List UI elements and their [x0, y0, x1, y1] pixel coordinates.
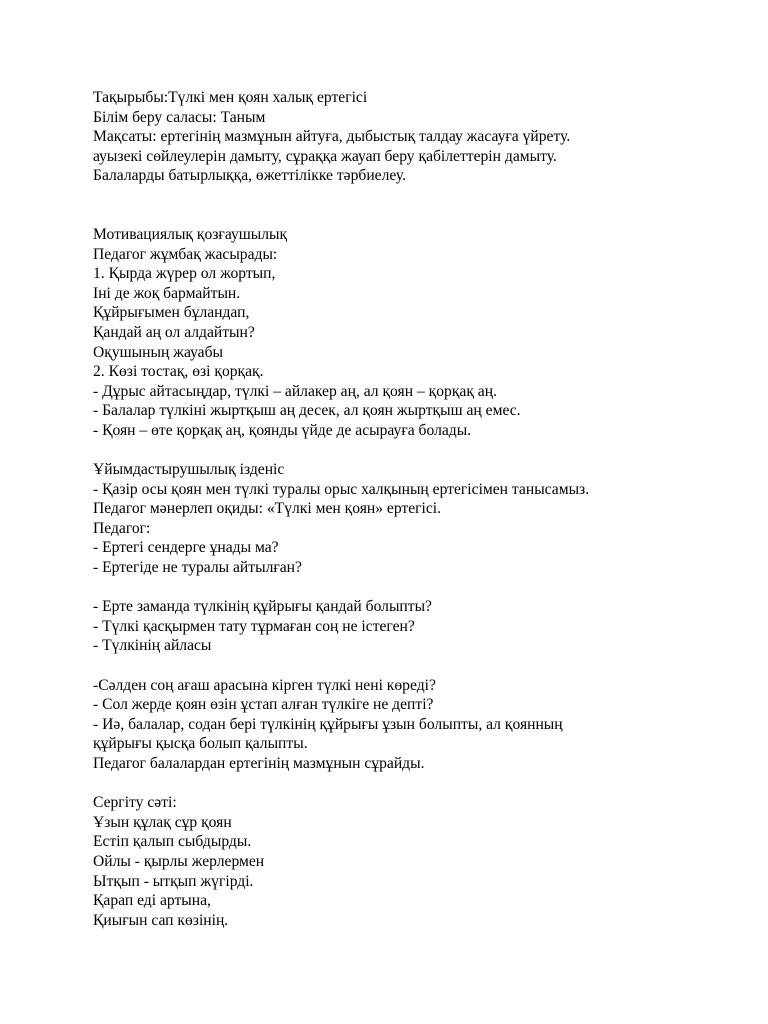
- warmup-line: Естіп қалып сыбдырды.: [93, 833, 252, 851]
- section-spacer: [93, 186, 753, 225]
- question-line: - Түлкінің айласы: [93, 637, 212, 655]
- organization-line: Педагог мәнерлеп оқиды: «Түлкі мен қоян» ертегісі.: [93, 500, 442, 518]
- motivation-line: Құйрығымен бұландап,: [93, 304, 250, 322]
- organization-line: - Ертегі сендерге ұнады ма?: [93, 539, 279, 557]
- organization-line: - Ертегіде не туралы айтылған?: [93, 559, 302, 577]
- warmup-line: Қарап еді артына,: [93, 892, 211, 910]
- education-area-line: Білім беру саласы: Таным: [93, 108, 266, 126]
- question-line: - Ерте заманда түлкінің құйрығы қандай болыпты?: [93, 598, 432, 616]
- section-spacer: [93, 774, 753, 794]
- motivation-line: - Дұрыс айтасыңдар, түлкі – айлакер аң, ал қоян – қорқақ аң.: [93, 382, 497, 400]
- goal-line-3: Балаларды батырлыққа, өжеттілікке тәрбиелеу.: [93, 167, 407, 185]
- goal-line-2: ауызекі сөйлеулерін дамыту, сұраққа жауап беру қабілеттерін дамыту.: [93, 147, 557, 165]
- motivation-line: Оқушының жауабы: [93, 343, 224, 361]
- question-line: - Иә, балалар, содан бері түлкінің құйрығы ұзын болыпты, ал қоянның: [93, 715, 563, 733]
- motivation-line: 2. Көзі тостақ, өзі қорқақ.: [93, 363, 264, 381]
- motivation-line: - Қоян – өте қорқақ аң, қоянды үйде де асырауға болады.: [93, 421, 472, 439]
- question-line: Педагог балалардан ертегінің мазмұнын сұрайды.: [93, 755, 425, 772]
- document-page: [93, 88, 753, 930]
- question-line: - Түлкі қасқырмен тату тұрмаған соң не істеген?: [93, 617, 415, 635]
- warmup-line: Ұзын құлақ сұр қоян: [93, 813, 232, 831]
- warmup-line: Ойлы - қырлы жерлермен: [93, 852, 265, 870]
- motivation-line: Қандай аң ол алдайтын?: [93, 323, 255, 341]
- section-spacer: [93, 441, 753, 461]
- organization-line: Педагог:: [93, 519, 151, 537]
- section-spacer: [93, 656, 753, 676]
- section-spacer: [93, 578, 753, 598]
- organization-line: - Қазір осы қоян мен түлкі туралы орыс халқының ертегісімен танысамыз.: [93, 480, 590, 498]
- warmup-line: Ытқып - ытқып жүгірді.: [93, 872, 254, 890]
- question-line: -Сәлден соң ағаш арасына кірген түлкі нені көреді?: [93, 676, 436, 694]
- motivation-line: - Балалар түлкіні жыртқыш аң десек, ал қоян жыртқыш аң емес.: [93, 402, 521, 420]
- motivation-line: Педагог жұмбақ жасырады:: [93, 245, 278, 263]
- motivation-line: 1. Қырда жүрер ол жортып,: [93, 265, 276, 283]
- organization-title: Ұйымдастырушылық ізденіс: [93, 461, 285, 479]
- goal-line-1: Мақсаты: ертегінің мазмұнын айтуға, дыбыстық талдау жасауға үйрету.: [93, 128, 571, 146]
- motivation-line: Іні де жоқ бармайтын.: [93, 284, 241, 302]
- warmup-line: Қиығын сап көзінің.: [93, 911, 229, 929]
- topic-line: Тақырыбы:Түлкі мен қоян халық ертегісі: [93, 89, 368, 106]
- warmup-title: Сергіту сәті:: [93, 794, 177, 812]
- question-line: - Сол жерде қоян өзін ұстап алған түлкіге не депті?: [93, 696, 434, 714]
- question-line: құйрығы қысқа болып қалыпты.: [93, 735, 308, 753]
- motivation-title: Мотивациялық қозғаушылық: [93, 225, 288, 243]
